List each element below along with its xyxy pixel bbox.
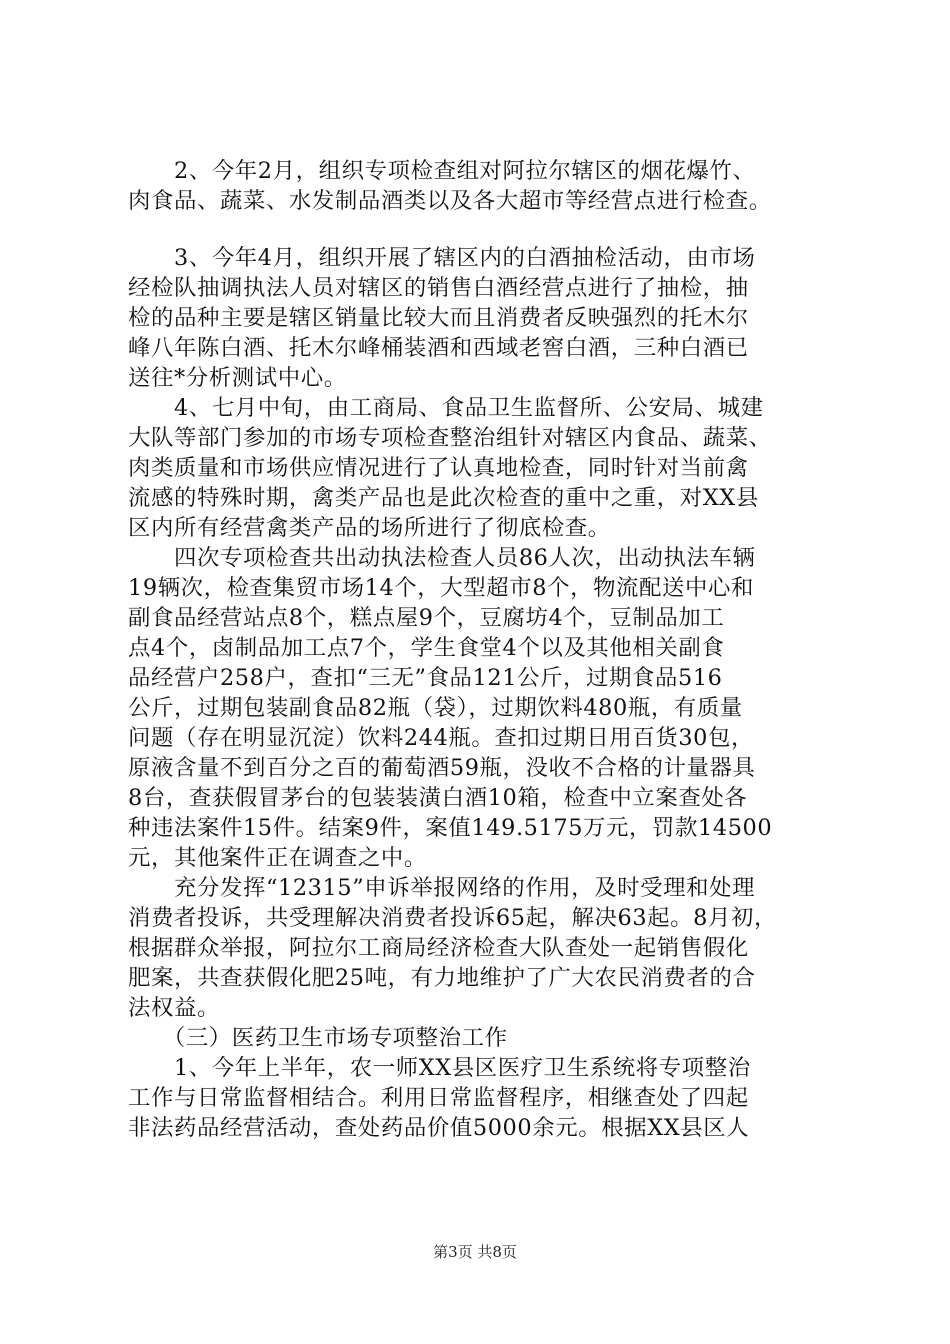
text-line: 8台，查获假冒茅台的包装装潢白酒10箱，检查中立案查处各 — [128, 785, 748, 811]
text-line: 流感的特殊时期，禽类产品也是此次检查的重中之重，对XX县 — [128, 485, 759, 511]
text-line: 经检队抽调执法人员对辖区的销售白酒经营点进行了抽检，抽 — [128, 275, 749, 301]
text-line: 送往*分析测试中心。 — [128, 365, 347, 391]
text-line: 品经营户258户，查扣“三无”食品121公斤，过期食品516 — [128, 665, 723, 691]
text-line: 非法药品经营活动，查处药品价值5000余元。根据XX县区人 — [128, 1115, 750, 1141]
text-line: 元，其他案件正在调查之中。 — [128, 845, 427, 871]
text-line: 19辆次，检查集贸市场14个，大型超市8个，物流配送中心和 — [128, 575, 755, 601]
text-line: 问题（存在明显沉淀）饮料244瓶。查扣过期日用百货30包， — [128, 725, 755, 751]
text-line: 种违法案件15件。结案9件，案值149.5175万元，罚款14500 — [128, 815, 773, 841]
section-heading: （三）医药卫生市场专项整治工作 — [128, 1025, 508, 1051]
text-line: 区内所有经营禽类产品的场所进行了彻底检查。 — [128, 515, 611, 541]
text-line: 四次专项检查共出动执法检查人员86人次，出动执法车辆 — [128, 545, 756, 571]
page-number-footer: 第3页 共8页 — [433, 1243, 517, 1261]
text-line: 副食品经营站点8个，糕点屋9个，豆腐坊4个，豆制品加工 — [128, 605, 725, 631]
text-line: 检的品种主要是辖区销量比较大而且消费者反映强烈的托木尔 — [128, 305, 749, 331]
text-line: 肉类质量和市场供应情况进行了认真地检查，同时针对当前禽 — [128, 455, 749, 481]
text-line: 2、今年2月，组织专项检查组对阿拉尔辖区的烟花爆竹、 — [128, 158, 756, 184]
text-line: 大队等部门参加的市场专项检查整治组针对辖区内食品、蔬菜、 — [128, 425, 772, 451]
text-line: 肥案，共查获假化肥25吨，有力地维护了广大农民消费者的合 — [128, 965, 756, 991]
text-line: 4、七月中旬，由工商局、食品卫生监督所、公安局、城建 — [128, 395, 764, 421]
text-line: 点4个，卤制品加工点7个，学生食堂4个以及其他相关副食 — [128, 635, 725, 661]
text-line: 充分发挥“12315”申诉举报网络的作用，及时受理和处理 — [128, 875, 756, 901]
text-line: 3、今年4月，组织开展了辖区内的白酒抽检活动，由市场 — [128, 245, 756, 271]
text-line: 工作与日常监督相结合。利用日常监督程序，相继查处了四起 — [128, 1085, 749, 1111]
text-line: 1、今年上半年，农一师XX县区医疗卫生系统将专项整治 — [128, 1055, 751, 1081]
text-line: 法权益。 — [128, 995, 220, 1021]
text-line: 消费者投诉，共受理解决消费者投诉65起，解决63起。8月初， — [128, 905, 777, 931]
text-line: 根据群众举报，阿拉尔工商局经济检查大队查处一起销售假化 — [128, 935, 749, 961]
text-line: 峰八年陈白酒、托木尔峰桶装酒和西域老窖白酒，三种白酒已 — [128, 335, 749, 361]
text-line: 公斤，过期包装副食品82瓶（袋），过期饮料480瓶，有质量 — [128, 695, 743, 721]
text-line: 肉食品、蔬菜、水发制品酒类以及各大超市等经营点进行检查。 — [128, 188, 772, 214]
text-line: 原液含量不到百分之百的葡萄酒59瓶，没收不合格的计量器具 — [128, 755, 756, 781]
